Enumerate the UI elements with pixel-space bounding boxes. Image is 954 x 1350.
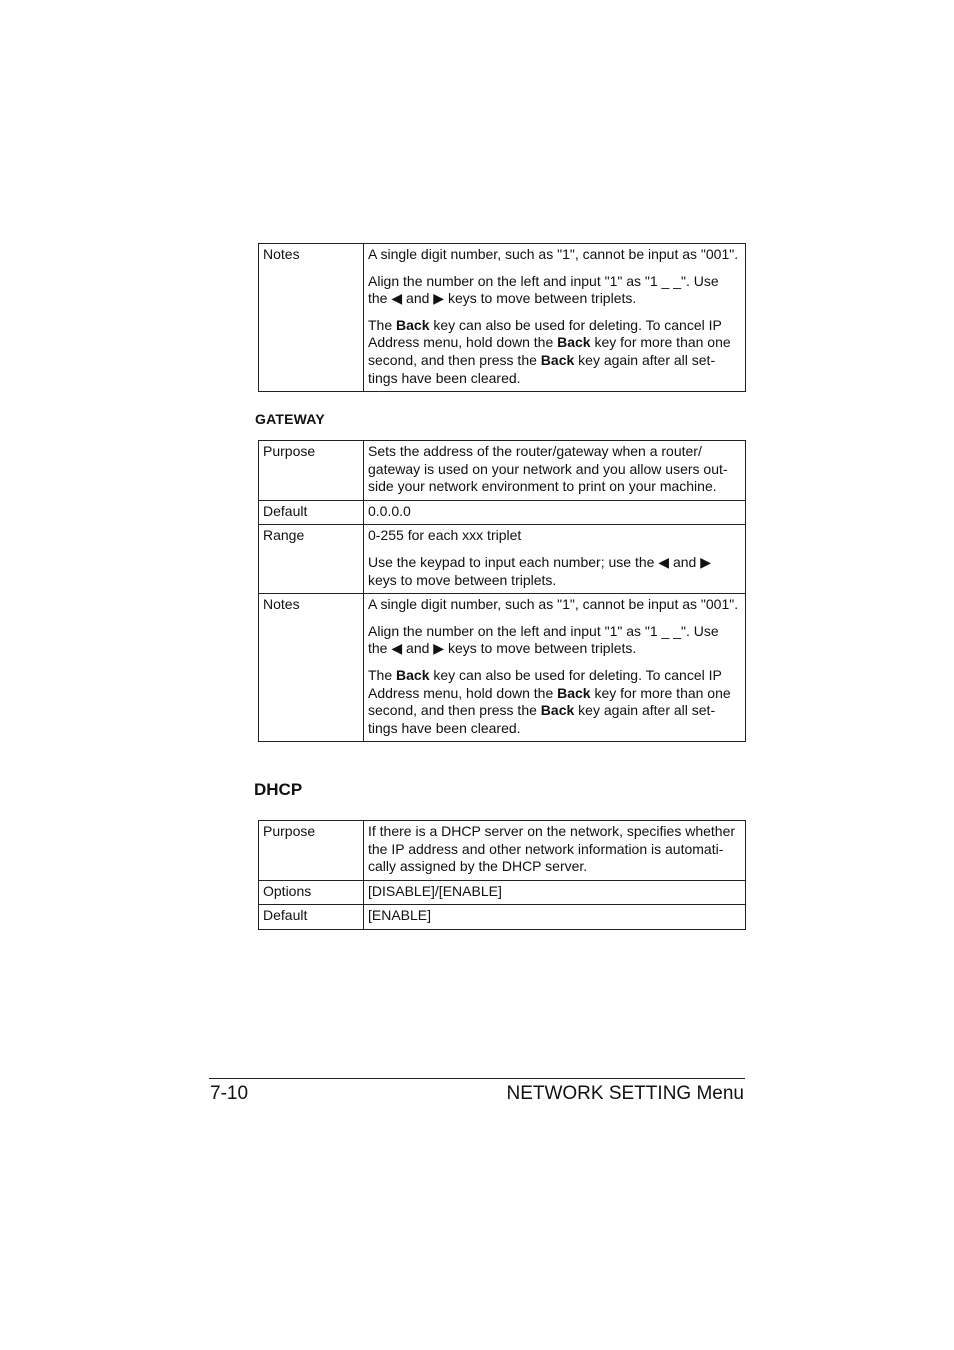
text-run: and [402, 290, 434, 307]
left-arrow-icon: ◀ [658, 553, 670, 570]
options-value: [DISABLE]/[ENABLE] [364, 880, 746, 905]
default-label: Default [259, 905, 364, 930]
default-label: Default [259, 500, 364, 525]
text-run: key again after all set-tings have been cleared. [368, 351, 716, 386]
notes-paragraph [368, 317, 741, 387]
right-arrow-icon: ▶ [433, 640, 445, 657]
back-key-label: Back [396, 316, 430, 333]
range-label: Range [259, 525, 364, 594]
range-paragraph [368, 554, 741, 589]
default-value: [ENABLE] [364, 905, 746, 930]
table-row [259, 244, 746, 392]
notes-label: Notes [259, 594, 364, 742]
text-run: The [368, 666, 397, 683]
range-paragraph: 0-255 for each xxx triplet [368, 527, 522, 544]
default-value: 0.0.0.0 [364, 500, 746, 525]
purpose-value: If there is a DHCP server on the network, specifies whether the IP address and other network information is automati-cally assigned by the DHCP server. [364, 821, 746, 881]
back-key-label: Back [557, 684, 591, 701]
right-arrow-icon: ▶ [433, 290, 445, 307]
notes-paragraph [368, 273, 741, 308]
text-run: The [368, 316, 397, 333]
table-row [259, 880, 746, 905]
footer-divider [209, 1078, 745, 1079]
text-run: and [669, 553, 701, 570]
left-arrow-icon: ◀ [391, 290, 403, 307]
options-label: Options [259, 880, 364, 905]
text-run: Use the keypad to input each number; use the [368, 553, 659, 570]
notes-paragraph: A single digit number, such as "1", cannot be input as "001". [368, 596, 739, 613]
range-value [364, 525, 746, 594]
notes-value [364, 244, 746, 392]
text-run: key again after all set-tings have been cleared. [368, 702, 716, 736]
text-run: and [402, 640, 434, 657]
back-key-label: Back [396, 666, 430, 683]
table-row [259, 525, 746, 594]
notes-paragraph [368, 667, 741, 737]
gateway-table [258, 440, 746, 742]
table-row [259, 594, 746, 742]
text-run: Align the number on the left and input "1" as "1 _ _". Use the [368, 272, 719, 307]
back-key-label: Back [540, 351, 575, 368]
dhcp-table [258, 820, 746, 930]
text-run: key for more than one second, and then press the [368, 334, 731, 368]
notes-paragraph: A single digit number, such as "1", cannot be input as "001". [368, 246, 739, 262]
table-row [259, 821, 746, 881]
notes-table [258, 243, 746, 392]
notes-value [364, 594, 746, 742]
purpose-value: Sets the address of the router/gateway when a router/ gateway is used on your network and you allow users out-side your network environment to print on your machine. [364, 441, 746, 501]
text-run: key can also be used for deleting. To cancel IP Address menu, hold down the [368, 666, 722, 701]
section-title: NETWORK SETTING Menu [506, 1083, 744, 1104]
right-arrow-icon: ▶ [700, 553, 711, 570]
table-row [259, 441, 746, 501]
purpose-label: Purpose [259, 441, 364, 501]
back-key-label: Back [557, 334, 591, 351]
table-row [259, 905, 746, 930]
page-number: 7-10 [210, 1083, 249, 1104]
text-run: key can also be used for deleting. To cancel IP Address menu, hold down the [368, 316, 722, 351]
text-run: Align the number on the left and input "1" as "1 _ _". Use the [368, 622, 719, 657]
notes-paragraph [368, 623, 741, 658]
left-arrow-icon: ◀ [391, 640, 403, 657]
purpose-label: Purpose [259, 821, 364, 881]
back-key-label: Back [540, 702, 575, 719]
text-run: keys to move between triplets. [444, 640, 637, 657]
dhcp-heading: DHCP [254, 780, 303, 799]
text-run: key for more than one second, and then press the [368, 684, 731, 719]
notes-label: Notes [259, 244, 364, 392]
text-run: keys to move between triplets. [368, 571, 557, 588]
gateway-heading: GATEWAY [255, 411, 325, 427]
text-run: keys to move between triplets. [444, 290, 637, 307]
table-row [259, 500, 746, 525]
